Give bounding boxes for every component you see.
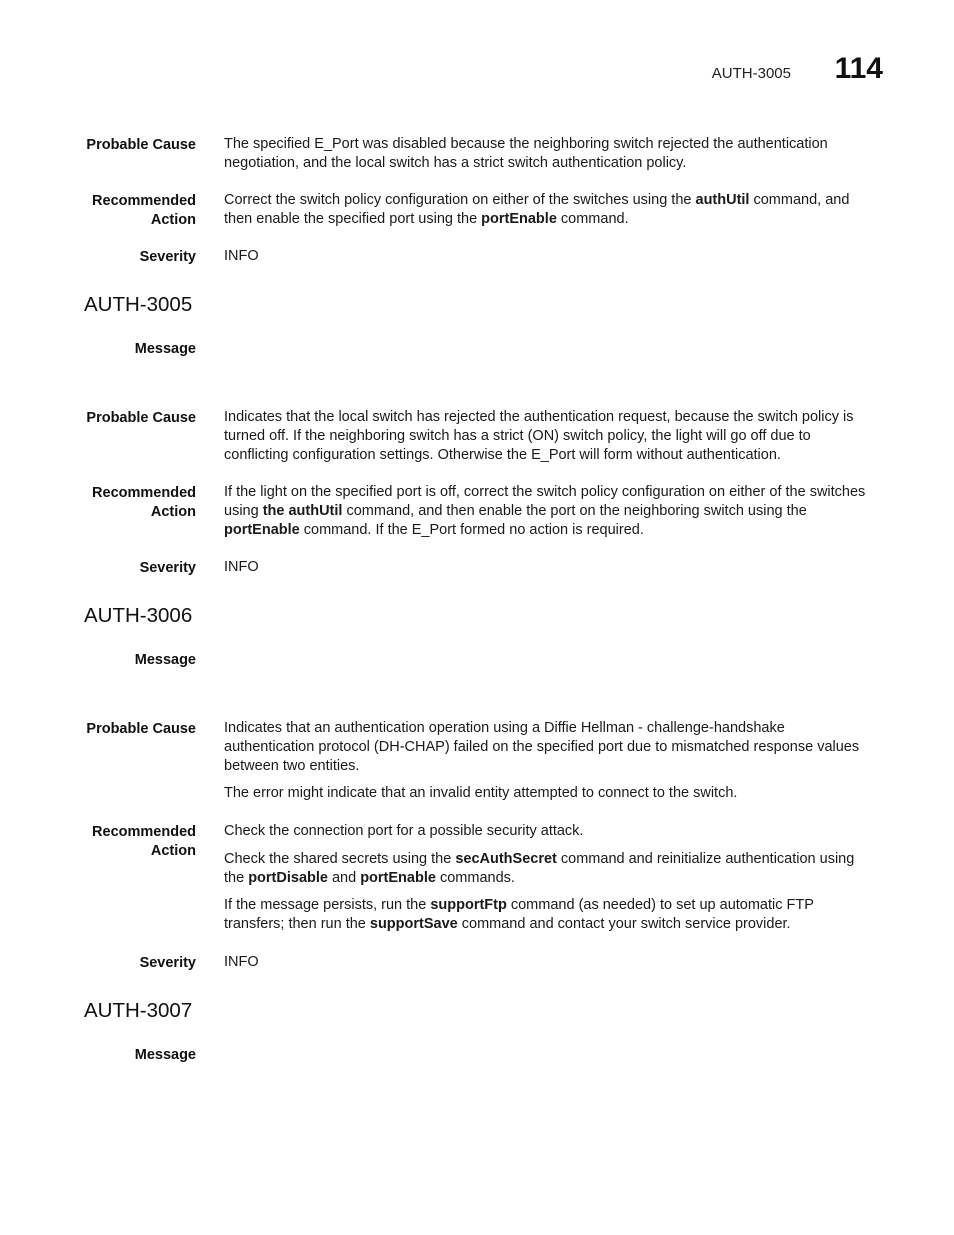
severity-value: INFO [224,559,259,575]
action-paragraph: Check the connection port for a possible security attack. [224,823,584,839]
severity-label: Severity [139,249,196,265]
command-name: portEnable [481,210,557,227]
probable-cause-text [224,135,872,182]
message-label: Message [134,341,196,357]
probable-cause-label: Probable Cause [86,721,196,737]
command-name: supportFtp [430,897,507,914]
probable-cause-label: Probable Cause [86,137,196,153]
command-name: secAuthSecret [455,850,557,867]
recommended-action-label: Recommended Action [92,824,196,859]
section-heading-auth-3005: AUTH-3005 [84,293,193,316]
severity-label: Severity [139,955,196,971]
probable-cause-label: Probable Cause [86,410,196,426]
chapter-number: 114 [834,52,883,85]
command-name: portDisable [248,869,328,886]
action-paragraph: If the light on the specified port is off, correct the switch policy configuration on either of the switches using the authUtil command, and then enable the port on the neighboring switch using the portEnable command. If the E_Port formed no action is required. [224,484,866,538]
recommended-action-text [224,483,872,548]
cause-paragraph: The error might indicate that an invalid entity attempted to connect to the switch. [224,785,738,802]
command-name: the authUtil [262,502,343,519]
section-heading-auth-3006: AUTH-3006 [84,604,193,627]
severity-value: INFO [224,954,259,970]
recommended-action-text [224,191,872,238]
command-name: authUtil [695,192,750,208]
command-name: portEnable [224,521,300,538]
running-header-title: AUTH-3005 [711,65,791,82]
section-heading-auth-3007: AUTH-3007 [84,999,193,1022]
action-paragraph: Correct the switch policy configuration on either of the switches using the authUtil command, and then enable the specified port using the portEnable command. [224,192,850,227]
message-label: Message [134,1047,196,1063]
cause-paragraph: Indicates that an authentication operation using a Diffie Hellman - challenge-handshake authentication protocol (DH-CHAP) failed on the specified port due to mismatched response values between two entities. [224,720,860,774]
probable-cause-text [224,408,872,473]
recommended-label-line: Recommended [92,193,196,209]
cause-paragraph: Indicates that the local switch has rejected the authentication request, because the switch policy is turned off. If the neighboring switch has a strict (ON) switch policy, the light will go off due to conflicting configuration settings. Otherwise the E_Port will form without authentication. [224,409,854,463]
recommended-action-text [224,822,872,943]
command-name: portEnable [360,869,436,886]
severity-value: INFO [224,248,259,264]
cause-paragraph: The specified E_Port was disabled because the neighboring switch rejected the authentication negotiation, and the local switch has a strict switch authentication policy. [224,136,828,171]
message-label: Message [134,652,196,668]
recommended-action-label: Recommended Action [92,485,196,520]
action-label-line: Action [150,212,196,228]
severity-label: Severity [139,560,196,576]
probable-cause-text [224,719,872,812]
command-name: supportSave [369,916,458,933]
recommended-action-label [92,192,196,230]
action-paragraph: If the message persists, run the supportFtp command (as needed) to set up automatic FTP transfers; then run the supportSave command and contact your switch service provider. [224,897,814,933]
action-paragraph: Check the shared secrets using the secAuthSecret command and reinitialize authentication using the portDisable and portEnable commands. [224,850,855,886]
